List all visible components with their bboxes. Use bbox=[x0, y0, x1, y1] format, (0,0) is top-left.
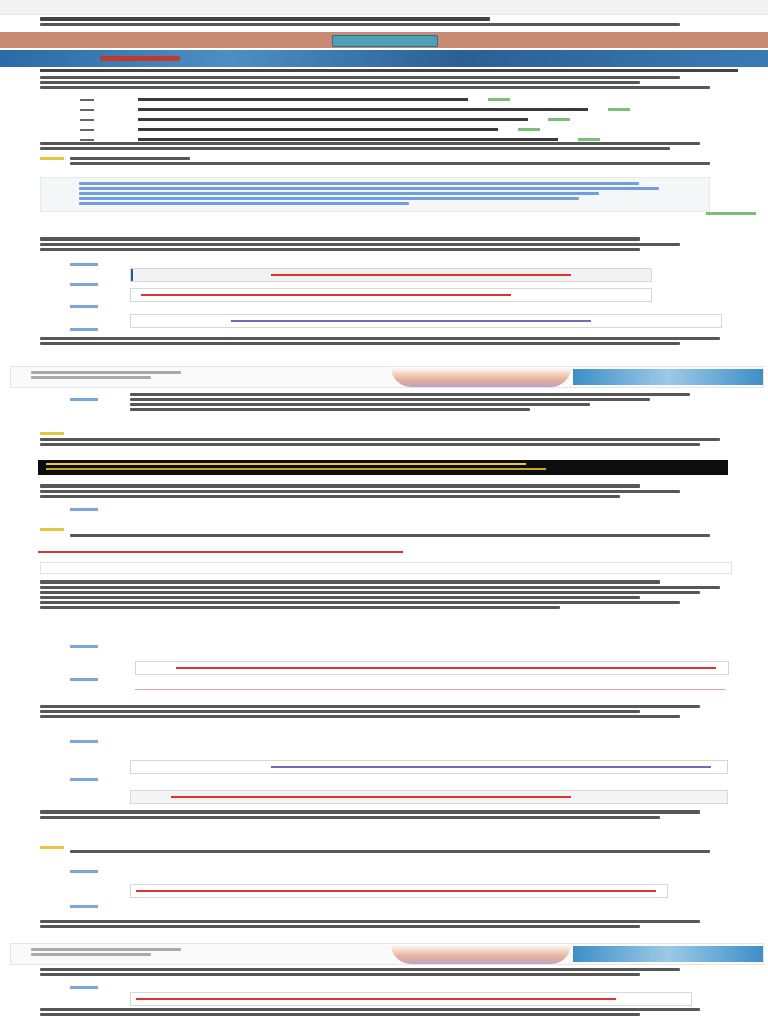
note-text bbox=[70, 534, 720, 539]
list-bullet bbox=[70, 398, 98, 401]
page-title bbox=[40, 17, 730, 31]
terminal-output bbox=[38, 460, 728, 475]
list-bullet bbox=[70, 645, 98, 648]
screenshot-bar-1 bbox=[130, 268, 652, 282]
note-highlight bbox=[40, 157, 64, 160]
image-gallery-1 bbox=[10, 366, 764, 388]
section-5-heading bbox=[40, 920, 730, 930]
thumbnail-image-icon[interactable] bbox=[391, 944, 571, 964]
thumbnail-image-icon[interactable] bbox=[573, 946, 763, 962]
note-text bbox=[70, 850, 720, 855]
image-gallery-2 bbox=[10, 943, 764, 965]
body-paragraph bbox=[40, 142, 720, 152]
section-body bbox=[40, 968, 730, 978]
section-body bbox=[40, 484, 730, 500]
divider-box bbox=[40, 562, 732, 574]
note-heading bbox=[70, 157, 710, 167]
section-2-heading bbox=[40, 438, 730, 448]
note-highlight bbox=[40, 846, 64, 849]
menu-row[interactable] bbox=[80, 115, 690, 124]
list-bullet bbox=[70, 283, 98, 286]
note-highlight bbox=[40, 528, 64, 531]
hero-accent bbox=[100, 56, 180, 61]
section-body bbox=[130, 393, 730, 413]
thumbnail-image-icon[interactable] bbox=[573, 369, 763, 385]
menu-row[interactable] bbox=[80, 125, 690, 134]
list-bullet bbox=[70, 986, 98, 989]
section-body bbox=[40, 705, 730, 720]
intro-paragraph bbox=[40, 76, 720, 91]
hero-image bbox=[0, 50, 768, 67]
thumbnail-image-icon[interactable] bbox=[391, 367, 571, 387]
code-block bbox=[40, 177, 710, 212]
browser-top-bar bbox=[0, 0, 768, 15]
menu-list bbox=[80, 95, 690, 145]
list-bullet bbox=[70, 305, 98, 308]
section-3-heading bbox=[40, 580, 730, 611]
list-bullet bbox=[70, 263, 98, 266]
screenshot-bar-8 bbox=[130, 790, 728, 804]
screenshot-bar-3 bbox=[130, 314, 722, 328]
screenshot-bar-6 bbox=[135, 684, 725, 696]
section-body bbox=[40, 1008, 730, 1018]
list-bullet bbox=[70, 870, 98, 873]
code-link[interactable] bbox=[706, 212, 756, 215]
list-bullet bbox=[70, 508, 98, 511]
section-body bbox=[40, 337, 730, 347]
screenshot-bar-5 bbox=[135, 661, 729, 675]
menu-row[interactable] bbox=[80, 105, 690, 114]
top-banner bbox=[0, 32, 768, 48]
section-1-heading bbox=[40, 237, 720, 253]
screenshot-bar-4 bbox=[38, 546, 728, 558]
list-bullet bbox=[70, 678, 98, 681]
list-bullet bbox=[70, 905, 98, 908]
note-highlight bbox=[40, 432, 64, 435]
screenshot-bar-9 bbox=[130, 884, 668, 898]
section-4-heading bbox=[40, 810, 730, 821]
list-bullet bbox=[70, 740, 98, 743]
tab-strip bbox=[40, 69, 738, 72]
screenshot-bar-10 bbox=[130, 992, 692, 1006]
list-bullet bbox=[70, 328, 98, 331]
screenshot-bar-2 bbox=[130, 288, 652, 302]
list-bullet bbox=[70, 778, 98, 781]
banner-button[interactable] bbox=[332, 35, 438, 47]
menu-row[interactable] bbox=[80, 95, 690, 104]
screenshot-bar-7 bbox=[130, 760, 728, 774]
